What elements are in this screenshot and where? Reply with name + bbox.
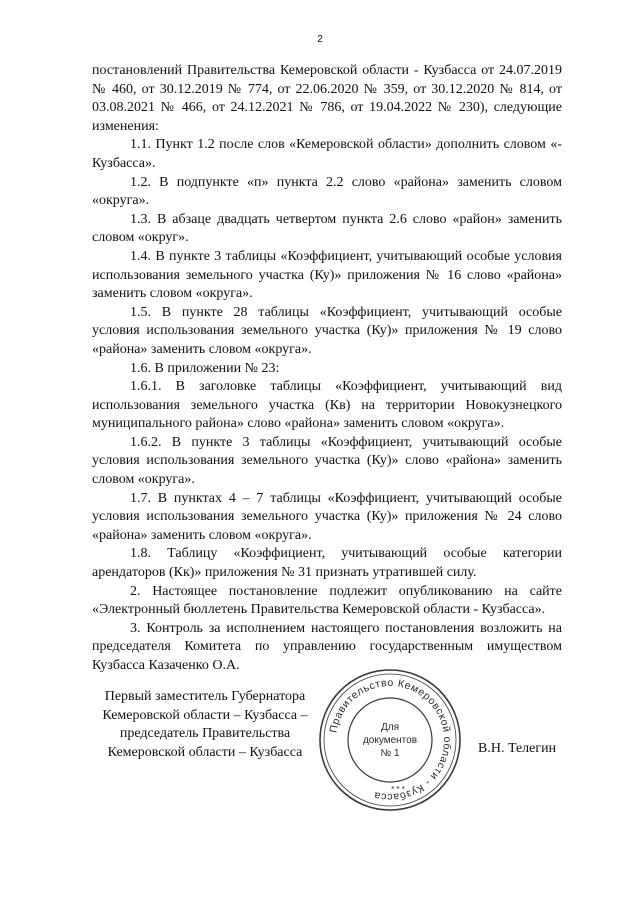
paragraph: 1.5. В пункте 28 таблицы «Коэффициент, учитывающий особые условия использования земельного участка (Ку)» приложения № 19 слово «района» заменить словом «округа». xyxy=(92,304,562,357)
official-stamp xyxy=(314,664,466,816)
paragraph: 1.3. В абзаце двадцать четвертом пункта 2.6 слово «район» заменить словом «округ». xyxy=(92,211,562,246)
paragraph: 1.8. Таблицу «Коэффициент, учитывающий особые категории арендаторов (Кк)» приложения № 31 признать утратившей силу. xyxy=(92,546,562,581)
signatory-position-line: Первый заместитель Губернатора xyxy=(104,689,306,704)
paragraph: постановлений Правительства Кемеровской области - Кузбасса от 24.07.2019 № 460, от 30.12.2019 № 774, от 22.06.2020 № 359, от 30.12.2020 № 814, от 03.08.2021 № 466, от 24.12.2021 № 786, от 19.04.2022 № 230), следующие изменения: xyxy=(92,63,562,134)
paragraph: 1.6.2. В пункте 3 таблицы «Коэффициент, учитывающий особые условия использования земельного участка (Ку)» слово «района» заменить словом «округа». xyxy=(92,434,562,488)
signatory-position-line: председатель Правительства xyxy=(119,726,291,742)
signatory-position-line: Кемеровской области – Кузбасса xyxy=(107,744,303,760)
stamp-ring-text: Правительство Кемеровской области - Кузбасса xyxy=(327,676,454,804)
signatory-name: В.Н. Телегин xyxy=(478,741,557,756)
stamp-center-line: документов xyxy=(362,735,418,746)
paragraph: 1.6. В приложении № 23: xyxy=(130,360,280,376)
stamp-center-line: № 1 xyxy=(380,748,400,759)
stamp-center-line: Для xyxy=(380,722,400,733)
paragraph: 1.6.1. В заголовке таблицы «Коэффициент, учитывающий вид использования земельного участка (Кв) на территории Новокузнецкого муниципального района» слово «района» заменить словом «округа». xyxy=(92,379,562,432)
paragraph: 3. Контроль за исполнением настоящего постановления возложить на председателя Комитета по управлению государственным имуществом Кузбасса Казаченко О.А. xyxy=(92,620,562,673)
signatory-position-line: Кемеровской области – Кузбасса – xyxy=(102,707,308,723)
paragraph: 1.4. В пункте 3 таблицы «Коэффициент, учитывающий особые условия использования земельного участка (Ку)» приложения № 16 слово «района» заменить словом «округа». xyxy=(92,248,562,302)
page-number: 2 xyxy=(317,34,323,45)
paragraph: 1.7. В пунктах 4 – 7 таблицы «Коэффициент, учитывающий особые условия использования земельного участка (Ку)» приложения № 24 слово «района» заменить словом «округа». xyxy=(92,490,562,543)
paragraph: 1.2. В подпункте «п» пункта 2.2 слово «района» заменить словом «округа». xyxy=(92,174,562,209)
signatory-position xyxy=(80,688,330,762)
stamp-stars: * * * xyxy=(391,785,405,794)
document-body xyxy=(92,62,562,676)
paragraph: 1.1. Пункт 1.2 после слов «Кемеровской области» дополнить словом «- Кузбасса». xyxy=(92,137,562,171)
paragraph: 2. Настоящее постановление подлежит опубликованию на сайте «Электронный бюллетень Правительства Кемеровской области - Кузбасса». xyxy=(92,583,562,618)
